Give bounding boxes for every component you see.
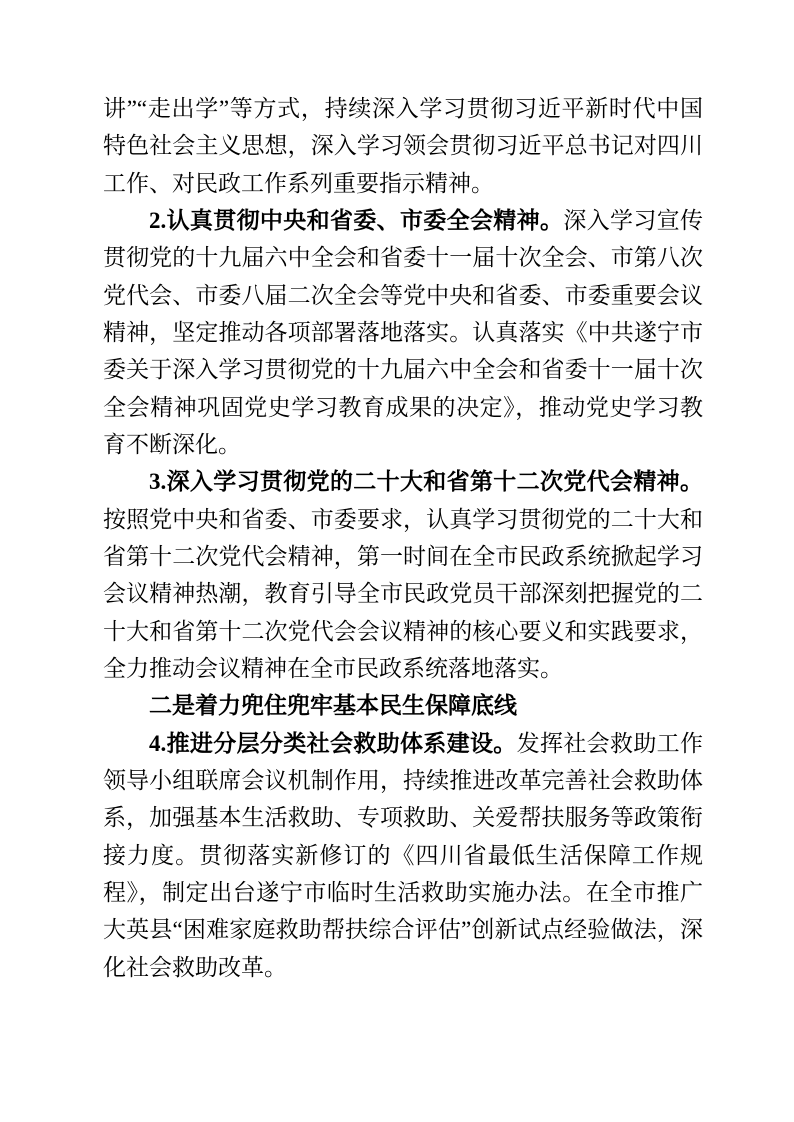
text-block [103,90,703,986]
paragraph-text: 深入学习宣传贯彻党的十九届六中全会和省委十一届十次全会、市第八次党代会、市委八届二次全会等党中央和省委、市委重要会议精神，坚定推动各项部署落地落实。认真落实《中共遂宁市委关于深入学习贯彻党的十九届六中全会和省委十一届十次全会精神巩固党史学习教育成果的决定》，推动党史学习教育不断深化。 [103,207,704,457]
item-lead: 2.认真贯彻中央和省委、市委全会精神。 [149,207,564,233]
paragraph-text: 讲”“走出学”等方式，持续深入学习贯彻习近平新时代中国特色社会主义思想，深入学习领会贯彻习近平总书记对四川工作、对民政工作系列重要指示精神。 [103,96,703,196]
paragraph [103,463,703,687]
paragraph-text: 发挥社会救助工作领导小组联席会议机制作用，持续推进改革完善社会救助体系，加强基本生活救助、专项救助、关爱帮扶服务等政策衔接力度。贯彻落实新修订的《四川省最低生活保障工作规程》，制定出台遂宁市临时生活救助实施办法。在全市推广大英县“困难家庭救助帮扶综合评估”创新试点经验做法，深化社会救助改革。 [103,730,704,980]
section-header: 二是着力兜住兜牢基本民生保障底线 [149,693,517,719]
paragraph [103,202,703,463]
paragraph [103,90,703,202]
item-lead: 3.深入学习贯彻党的二十大和省第十二次党代会精神。 [149,469,703,495]
paragraph-text: 按照党中央和省委、市委要求，认真学习贯彻党的二十大和省第十二次党代会精神，第一时间在全市民政系统掀起学习会议精神热潮，教育引导全市民政党员干部深刻把握党的二十大和省第十二次党代会会议精神的核心要义和实践要求，全力推动会议精神在全市民政系统落地落实。 [103,506,703,681]
item-lead: 4.推进分层分类社会救助体系建设。 [149,730,517,756]
paragraph [103,725,703,986]
